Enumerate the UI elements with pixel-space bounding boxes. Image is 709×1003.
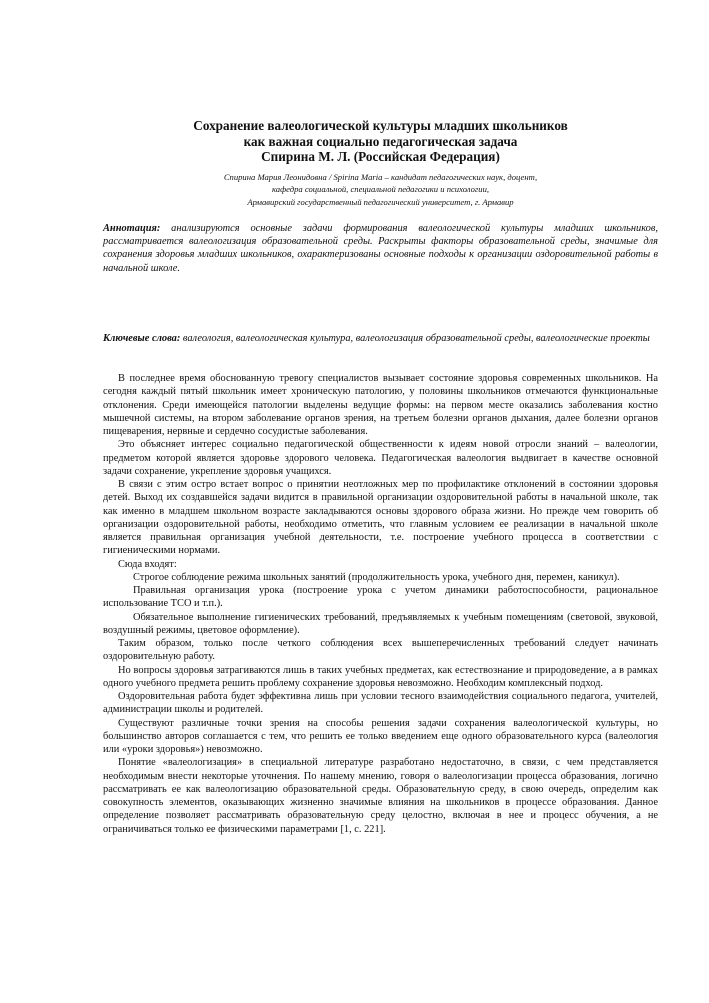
title-line-1: Сохранение валеологической культуры младших школьников [193,118,568,133]
body-paragraph: Понятие «валеологизация» в специальной литературе разработано недостаточно, в связи, с чем представляется необходимым внести некоторые уточнения. По нашему мнению, говоря о валеологизации процесса образования, логично рассматривать ее как валеологизацию образовательной среды. Образовательную среду, в свою очередь, определим как совокупность элементов, оказывающих жизненно значимые влияния на школьников в процессе образования. Данное определение позволяет рассматривать образовательную среду целостно, включая в нее и процесс обучения, а не ограничиваться только ее физическими параметрами [1, с. 221]. [103,757,658,835]
abstract [103,222,658,275]
keywords-label: Ключевые слова: [103,332,181,344]
article-page [103,118,658,836]
list-intro: Сюда входят: [118,558,177,570]
abstract-text: анализируются основные задачи формирования валеологической культуры младших школьников, рассматривается валеологизация образовательной среды. Раскрыты факторы образовательной среды, значимые для сохранения здоровья младших школьников, охарактеризованы основные подходы к организации оздоровительной работы в начальной школе. [103,223,658,274]
list-item: Правильная организация урока (построение урока с учетом динамики работоспособности, рациональное использование ТСО и т.п.). [103,585,658,610]
body-paragraph: Оздоровительная работа будет эффективна лишь при условии тесного взаимодействия социального педагога, учителей, администрации школы и родителей. [103,691,658,716]
list-item: Обязательное выполнение гигиенических требований, предъявляемых к учебным помещениям (световой, звуковой, воздушный режимы, цветовое оформление). [103,611,658,636]
body-paragraph: Существуют различные точки зрения на способы решения задачи сохранения валеологической культуры, но большинство авторов соглашается с тем, что решить ее только введением еще одного образовательного курса (валеология или «уроки здоровья») невозможно. [103,717,658,756]
body-paragraph: Это объясняет интерес социально педагогической общественности к идеям новой отросли знаний – валеологии, предметом которой является здоровье здорового человека. Педагогическая валеология выдвигает в качестве основной задачи сохранение, укрепление здоровья учащихся. [103,439,658,477]
body-paragraph: В связи с этим остро встает вопрос о принятии неотложных мер по профилактике отклонений в состоянии здоровья детей. Выход их создавшейся задачи видится в правильной организации оздоровительной работы в начальной школе, так как именно в младшем школьном возрасте закладываются основы здорового образа жизни. Но прежде чем говорить об организации оздоровительной работы, необходимо отметить, что главным условием ее реализации в начальной школе является правильная организация учебной деятельности, т.е. построение учебного процесса в соответствии с гигиеническими нормами. [103,479,658,557]
author-line: Спирина М. Л. (Российская Федерация) [261,149,500,164]
affiliation-line-2: кафедра социальной, специальной педагогики и психологии, [271,184,490,194]
affiliation-line-1: Спирина Мария Леонидовна / Spirina Maria – кандидат педагогических наук, доцент, [223,171,538,182]
article-title [103,118,658,165]
body-paragraph: Таким образом, только после четкого соблюдения всех вышеперечисленных требований следует начинать оздоровительную работу. [103,638,658,663]
title-line-2: как важная социально педагогическая задача [243,133,518,149]
article-body [103,372,658,836]
list-item: Строгое соблюдение режима школьных занятий (продолжительность урока, учебного дня, перемен, каникул). [133,571,620,583]
body-paragraph: Но вопросы здоровья затрагиваются лишь в таких учебных предметах, как естествознание и природоведение, а в рамках одного учебного предмета решить проблему сохранение здоровья невозможно. Необходим комплексный подход. [103,664,658,689]
keywords [103,332,658,345]
keywords-text: валеология, валеологическая культура, валеологизация образовательной среды, валеологические проекты [180,332,650,344]
affiliation-line-3: Армавирский государственный педагогический университет, г. Армавир [247,196,514,207]
abstract-label: Аннотация: [103,223,161,234]
author-affiliation [103,171,658,209]
body-paragraph: В последнее время обоснованную тревогу специалистов вызывает состояние здоровья современных школьников. На сегодня каждый пятый школьник имеет хроническую патологию, у половины школьников отмечаются функциональные отклонения. Среди имеющейся патологии выделены ведущие формы: на первом месте оказались заболевания костно мышечной системы, на втором заболевание органов зрения, на третьем болезни органов дыхания, далее болезни органов пищеварения, нервные и сердечно сосудистые заболевания. [103,373,658,438]
